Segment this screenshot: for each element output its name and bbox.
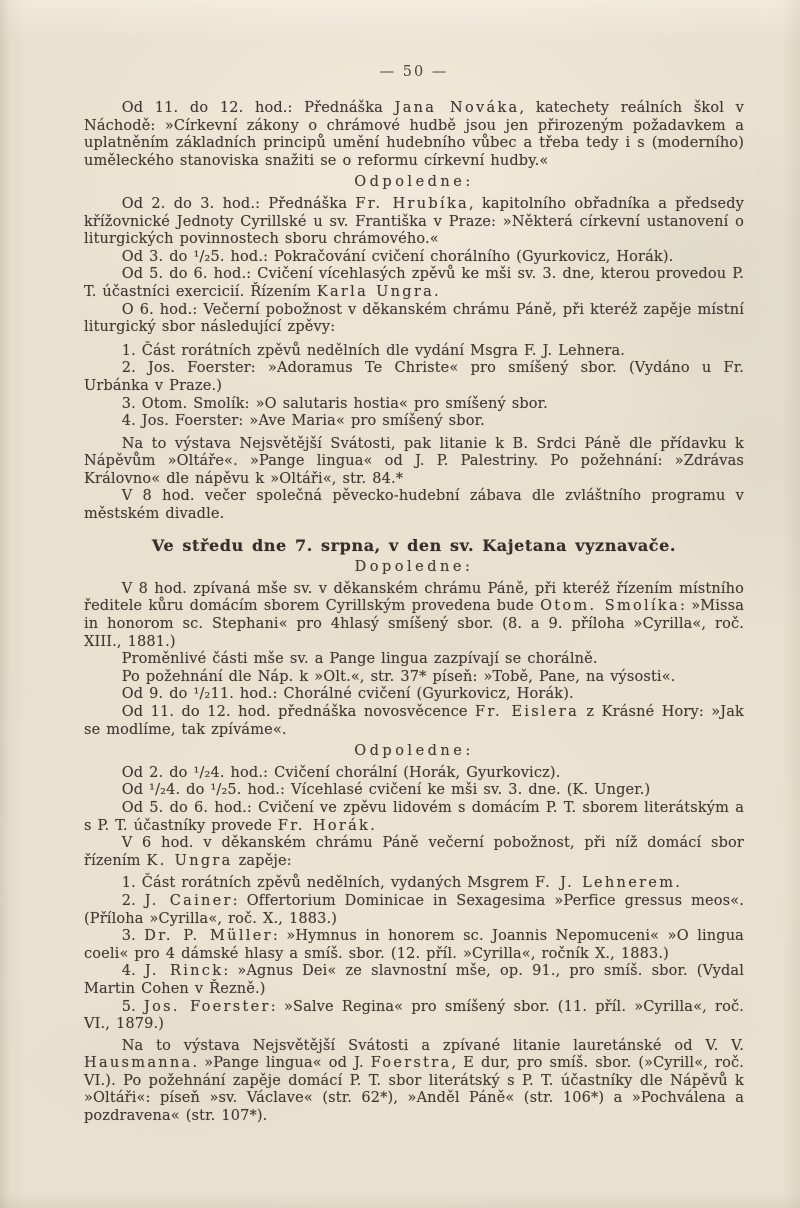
subheading-daypart: Odpoledne: [354,743,474,760]
spaced-name: Otom. Smolíka [540,598,680,615]
paragraph [84,413,744,431]
paragraph [84,249,744,267]
paragraph [84,893,744,928]
text-run: : Offertorium Dominicae in Sexagesima »Perfice gressus meos«. (Příloha »Cyrilla«, roč. X., 1883.) [84,892,744,927]
text-run: Od 11. do 12. hod. přednáška novosvěcence [121,704,475,720]
paragraph [84,1038,744,1126]
text-run: 2. [121,892,145,909]
text-run: Na to výstava Nejsvětější Svátosti, pak litanie k B. Srdci Páně dle přídavku k Nápěvům »Oltáře«. »Pange lingua« od J. P. Palestriny. Po požehnání: »Zdrávas Královno« dle nápěvu k »Oltáři«, str. 84.* [84,435,744,487]
text-run: z Krásné Hory: »Jak se modlíme, tak zpíváme«. [84,704,744,738]
spaced-name: Dr. P. Müller [144,928,273,945]
text-run: 1. Část rorátních zpěvů nedělních dle vydání Msgra F. J. Lehnera. [121,342,626,359]
text-run: V 8 hod. večer společná pěvecko-hudební zábava dle zvláštního programu v městském divadle. [84,488,744,523]
paragraph [84,686,744,704]
text-run: Proměnlivé části mše sv. a Pange lingua zazpívají se chorálně. [121,651,598,668]
text-run: Od 9. do ¹/₂11. hod.: Chorálné cvičení (Gyurkovicz, Horák). [121,686,574,703]
paragraph [84,928,744,963]
page-number: — 50 — [379,64,449,80]
section-heading: Ve středu dne 7. srpna, v den sv. Kajetana vyznavače. [151,535,677,555]
text-run: Od 5. do 6. hod.: Cvičení vícehlasých zpěvů ke mši sv. 3. dne, kterou provedou P. T. účastníci exercicií. Řízením [84,266,744,300]
text-run: Od 11. do 12. hod.: Přednáška [121,100,395,116]
spaced-name: J. Cainer [144,892,233,909]
paragraph [84,196,744,249]
paragraph [84,581,744,651]
text-run: 5. [121,998,144,1015]
text-run: : »Agnus Dei« ze slavnostní mše, op. 91., pro smíš. sbor. (Vydal Martin Cohen v Řezně.) [84,963,744,997]
paragraph [84,875,744,893]
spaced-name: Foerstra [370,1055,452,1072]
text-run: , katechety reálních škol v Náchodě: »Církevní zákony o chrámové hudbě jsou jen přirozeným požadavkem a uplatněním základních principů umění hudebního vůbec a třeba tedy i s (moderního) uměleckého stanoviska snažiti se o reformu církevní hudby.« [84,100,744,169]
paragraph [84,963,744,998]
text-run: . [434,283,439,300]
paragraph [84,704,744,739]
text-run: 2. Jos. Foerster: »Adoramus Te Christe« pro smíšený sbor. (Vydáno u Fr. Urbánka v Praze.) [84,360,744,394]
text-run: . [370,817,375,834]
text-run: : »Missa in honorom sc. Stephani« pro 4hlasý smíšený sbor. (8. a 9. příloha »Cyrilla«, roč. XIII., 1881.) [84,598,744,650]
spaced-name: J. Rinck [144,963,224,980]
text-run: Od 2. do ¹/₂4. hod.: Cvičení chorální (Horák, Gyurkovicz). [121,764,561,781]
paragraph [84,100,744,170]
text-run: O 6. hod.: Večerní pobožnost v děkanském chrámu Páně, při kteréž zapěje místní liturgický sbor následující zpěvy: [84,301,744,336]
text-run: Od 3. do ¹/₂5. hod.: Pokračování cvičení chorálního (Gyurkovicz, Horák). [121,248,674,265]
text-run: Od 5. do 6. hod.: Cvičení ve zpěvu lidovém s domácím P. T. sborem literátským a s P. T. účastníky provede [84,799,744,834]
subheading-daypart: Odpoledne: [354,174,474,191]
spaced-name: Fr. Eislera [474,704,580,720]
text-run: . [675,875,681,892]
text-run: : »Salve Regina« pro smíšený sbor. (11. příl. »Cyrilla«, roč. VI., 1879.) [84,998,745,1033]
text-run: 3. Otom. Smolík: »O salutaris hostia« pro smíšený sbor. [121,395,548,412]
paragraph [84,488,744,523]
spaced-name: Fr. Hrubíka [355,195,469,212]
text-run: 4. Jos. Foerster: »Ave Maria« pro smíšený sbor. [121,413,485,430]
paragraph [84,669,744,687]
subheading-daypart: Dopoledne: [354,559,474,576]
text-run: 1. Část rorátních zpěvů nedělních, vydaných Msgrem [121,875,535,892]
spaced-name: Jana Nováka [394,100,520,116]
paragraph [84,651,744,669]
text-run: 4. [121,963,145,980]
spaced-name: Karla Ungra [316,283,435,300]
text-run: V 6 hod. v děkanském chrámu Páně večerní pobožnost, při níž domácí sbor řízením [84,835,744,869]
spaced-name: Hausmanna [84,1055,193,1072]
paragraph [84,266,744,301]
paragraph [84,765,744,783]
spaced-name: Jos. Foerster [143,998,271,1015]
text-run: 3. [121,928,145,945]
spaced-name: K. Ungra [146,852,233,869]
text-run: : »Hymnus in honorem sc. Joannis Nepomuceni« »O lingua coeli« pro 4 dámské hlasy a smíš. sbor. (12. příl. »Cyrilla«, ročník X., 1883.) [84,928,744,962]
text-run: Na to výstava Nejsvětější Svátosti a zpívané litanie lauretánské od V. V. [121,1037,744,1054]
spaced-name: Fr. Horák [277,817,371,834]
paragraph [84,999,744,1034]
paragraph [84,343,744,361]
text-run: Po požehnání dle Náp. k »Olt.«, str. 37* píseň: »Tobě, Pane, na výsosti«. [121,668,676,685]
text-run: V 8 hod. zpívaná mše sv. v děkanském chrámu Páně, při kteréž řízením místního ředitele kůru domácím sborem Cyrillským provedena bude [84,580,744,615]
spaced-name: F. J. Lehnerem [534,875,676,892]
paragraph [84,396,744,414]
text-run: Od 2. do 3. hod.: Přednáška [121,195,356,212]
paragraph [84,302,744,337]
text-run: Od ¹/₂4. do ¹/₂5. hod.: Vícehlasé cvičení ke mši sv. 3. dne. (K. Unger.) [121,782,651,799]
paragraph [84,782,744,800]
text-run: zapěje: [232,852,292,869]
paragraph [84,436,744,489]
page-body [84,100,744,1126]
paragraph [84,835,744,870]
paragraph [84,360,744,395]
text-run: . »Pange lingua« od J. [192,1055,371,1072]
paragraph [84,800,744,835]
text-run: , kapitolního obřadníka a předsedy křížovnické Jednoty Cyrillské u sv. Františka v Praze: »Některá církevní ustanovení o liturgických povinnostech sboru chrámového.« [84,195,745,248]
text-run: , E dur, pro smíš. sbor. (»Cyrill«, roč. VI.). Po požehnání zapěje domácí P. T. sbor literátský s P. T. účastníky dle Nápěvů k »Oltáři«: píseň »sv. Václave« (str. 62*), »Anděl Páně« (str. 106*) a »Pochválena a pozdravena« (str. 107*). [84,1055,744,1125]
